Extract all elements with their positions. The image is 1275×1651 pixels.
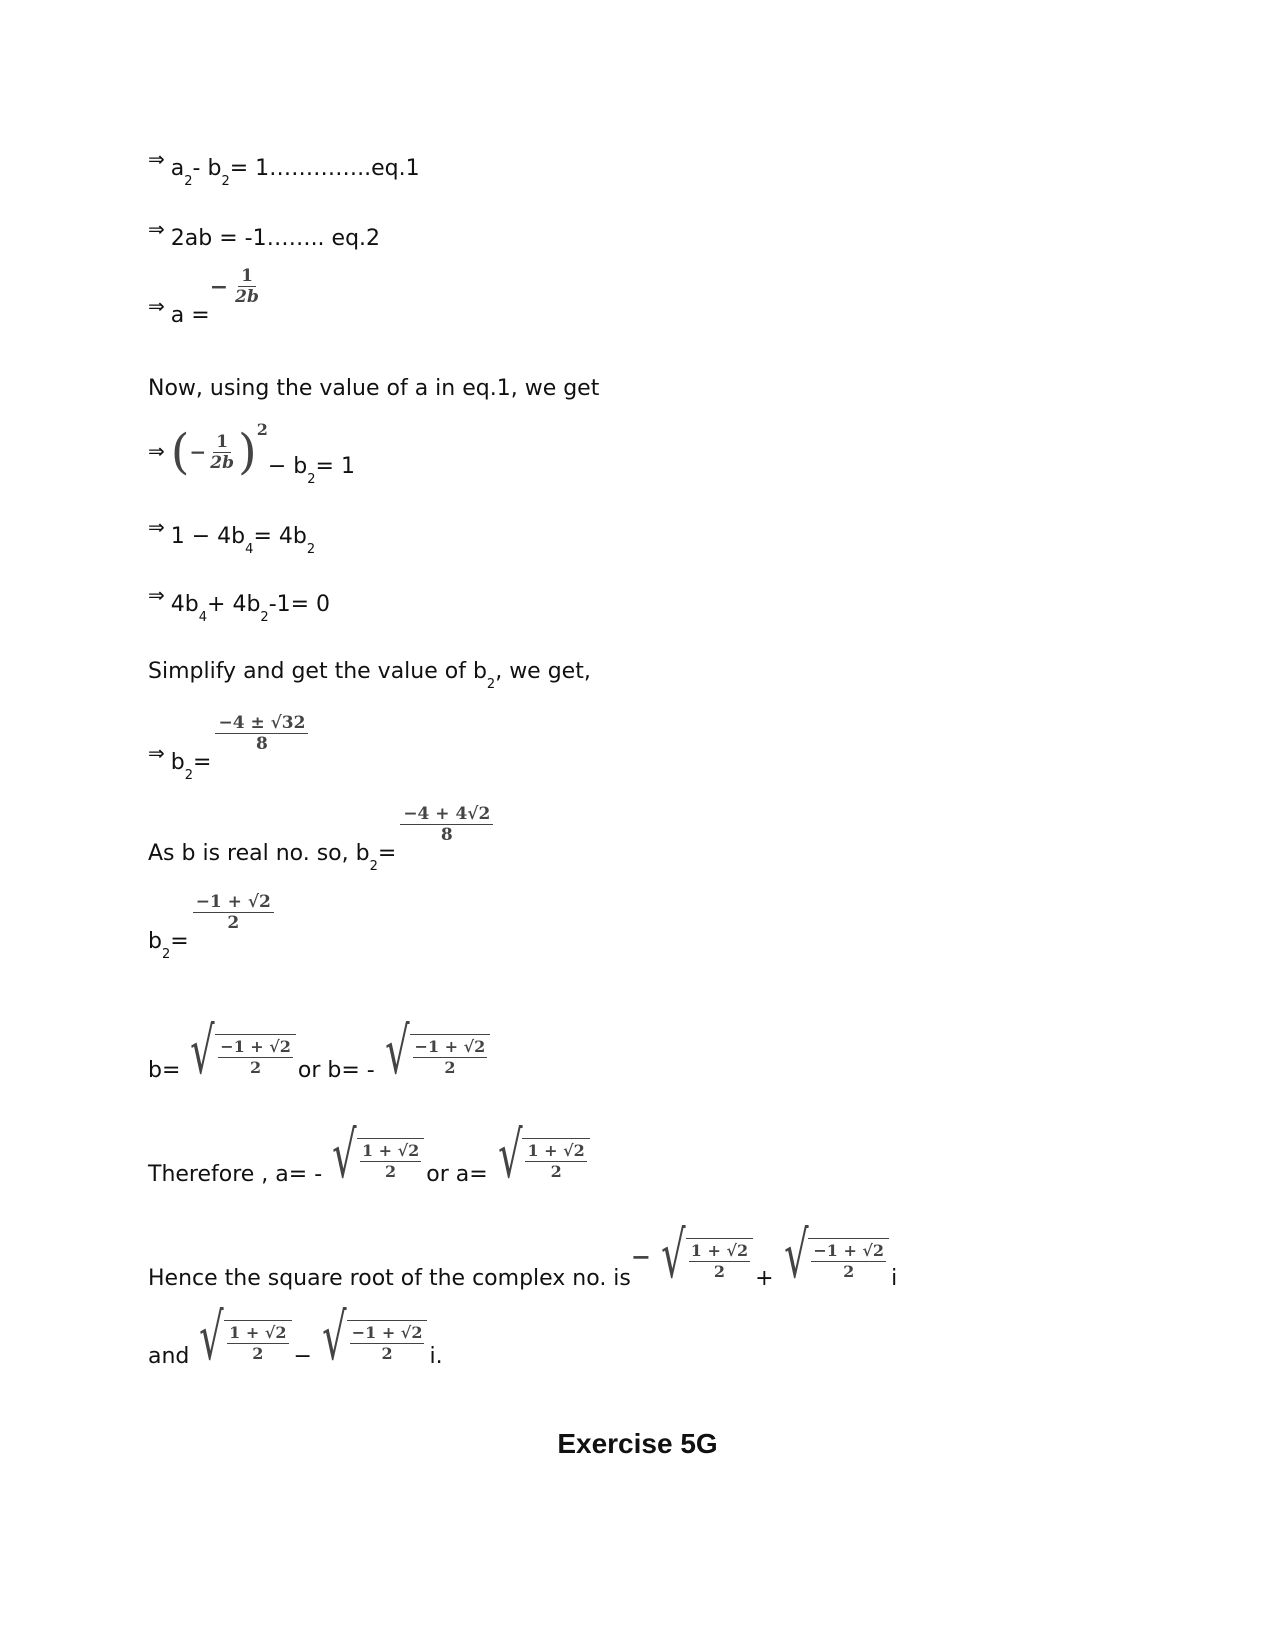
fraction bbox=[232, 266, 262, 307]
denominator: 8 bbox=[440, 825, 453, 845]
text: - b bbox=[192, 156, 222, 181]
square-root bbox=[324, 1119, 424, 1193]
square-root bbox=[191, 1301, 291, 1375]
numerator: 1 + √2 bbox=[361, 1141, 420, 1160]
text: Now, using the value of a in eq.1, we get bbox=[148, 376, 600, 401]
square-root bbox=[377, 1015, 491, 1089]
a-value-line bbox=[148, 266, 266, 329]
b-squared-real: As b is real no. so, b 2 = $\frac{-4 + 4√2}{8}$ bbox=[148, 826, 497, 867]
text: As b is real no. so, b bbox=[148, 841, 370, 866]
implies-arrow: ⇒ bbox=[148, 439, 165, 463]
numerator: −4 ± √32 bbox=[215, 713, 308, 734]
text: = bbox=[193, 750, 212, 775]
radical-sign: √ bbox=[497, 1119, 523, 1193]
text: = bbox=[377, 841, 397, 866]
denominator: 2 bbox=[713, 1262, 726, 1281]
implies-arrow: ⇒ bbox=[148, 741, 165, 765]
text: 4b bbox=[170, 592, 199, 617]
fraction bbox=[215, 713, 308, 754]
numerator: −1 + √2 bbox=[193, 892, 274, 913]
explanation-text: Simplify and get the value of b 2 , we get, bbox=[148, 659, 591, 692]
denominator: 2 bbox=[249, 1058, 262, 1077]
denominator: 2 bbox=[444, 1058, 456, 1077]
numerator: −4 + 4√2 bbox=[400, 804, 493, 825]
equation-line-6: ⇒ 1 − 4b 4 = 4b 2 bbox=[148, 515, 316, 557]
radical-sign: √ bbox=[199, 1301, 225, 1375]
text: -1= 0 bbox=[268, 592, 331, 617]
numerator: 1 + √2 bbox=[690, 1241, 749, 1260]
fraction bbox=[207, 432, 237, 473]
text: Hence the square root of the complex no. is bbox=[148, 1266, 631, 1291]
substitution-line: ⇒ ( − $\frac{1}{2b}$ ) 2 − b 2 = 1 bbox=[148, 432, 355, 480]
radical-sign: √ bbox=[384, 1015, 410, 1089]
denominator: 2 bbox=[550, 1162, 562, 1181]
text: and bbox=[148, 1344, 190, 1369]
section-heading: Exercise 5G bbox=[557, 1428, 718, 1459]
radical-sign: √ bbox=[783, 1219, 809, 1293]
denominator: 2 bbox=[227, 913, 240, 933]
numerator: 1 + √2 bbox=[229, 1323, 287, 1342]
numerator: 1 bbox=[213, 432, 231, 453]
denominator: 2 bbox=[385, 1162, 397, 1181]
numerator: −1 + √2 bbox=[351, 1323, 423, 1342]
numerator: −1 + √2 bbox=[414, 1037, 486, 1056]
equation-1: ⇒ a 2 - b 2 = 1…………..eq.1 bbox=[148, 147, 420, 189]
text: − bbox=[293, 1344, 312, 1369]
text: a = bbox=[170, 303, 210, 328]
b-squared-quadratic: ⇒ b 2 = $\frac{-4 \pm √32}{8}$ bbox=[148, 735, 312, 776]
denominator: 8 bbox=[256, 734, 268, 754]
text: b= bbox=[148, 1058, 181, 1083]
numerator: 1 + √2 bbox=[527, 1141, 585, 1160]
numerator: 1 bbox=[238, 266, 256, 287]
minus-sign: − bbox=[630, 1242, 651, 1271]
radical-sign: √ bbox=[322, 1301, 347, 1375]
text: + 4b bbox=[207, 592, 261, 617]
text: or b= - bbox=[297, 1058, 375, 1083]
text: b bbox=[148, 929, 162, 954]
denominator: 2 bbox=[843, 1262, 855, 1281]
text: b bbox=[170, 750, 185, 775]
exponent: 2 bbox=[256, 420, 268, 439]
explanation-text bbox=[148, 376, 599, 402]
imaginary-unit: i. bbox=[429, 1344, 443, 1369]
fraction-expression bbox=[210, 266, 266, 307]
square-root bbox=[182, 1015, 296, 1089]
text: = 4b bbox=[253, 524, 307, 549]
radical-sign: √ bbox=[332, 1119, 357, 1193]
implies-arrow: ⇒ bbox=[148, 515, 165, 539]
left-paren: ( bbox=[170, 424, 190, 480]
numerator: −1 + √2 bbox=[220, 1037, 291, 1056]
text: a bbox=[170, 156, 185, 181]
b-values bbox=[148, 1015, 492, 1089]
square-root-result-2 bbox=[148, 1301, 443, 1375]
text: or a= bbox=[426, 1162, 488, 1187]
equation-2 bbox=[148, 217, 381, 252]
text: = 1 bbox=[315, 454, 355, 479]
square-root bbox=[776, 1219, 890, 1293]
denominator: 2b bbox=[235, 287, 259, 307]
fraction bbox=[193, 892, 274, 933]
implies-arrow: ⇒ bbox=[148, 294, 165, 318]
text: − b bbox=[267, 454, 308, 479]
text: = 1…………..eq.1 bbox=[229, 156, 420, 181]
a-values bbox=[148, 1119, 592, 1193]
imaginary-unit: i bbox=[891, 1266, 898, 1291]
text: = bbox=[170, 929, 189, 954]
minus-sign: − bbox=[209, 273, 229, 300]
equation-line-7: ⇒ 4b 4 + 4b 2 -1= 0 bbox=[148, 583, 331, 625]
right-paren: ) bbox=[237, 424, 257, 480]
b-squared-simplified: b 2 = $\frac{-1 + √2}{2}$ bbox=[148, 914, 278, 955]
fraction bbox=[400, 804, 493, 845]
denominator: 2 bbox=[252, 1344, 264, 1363]
text: Therefore , a= - bbox=[148, 1162, 323, 1187]
text: + bbox=[755, 1266, 774, 1291]
parenthesized-fraction bbox=[170, 420, 268, 480]
text: , we get, bbox=[495, 659, 591, 684]
square-root-result-1 bbox=[148, 1219, 898, 1293]
denominator: 2b bbox=[210, 452, 234, 473]
implies-arrow: ⇒ bbox=[148, 583, 165, 607]
radical-sign: √ bbox=[190, 1015, 216, 1089]
square-root bbox=[490, 1119, 590, 1193]
text: 2ab = -1…….. eq.2 bbox=[170, 226, 381, 251]
radical-sign: √ bbox=[661, 1219, 686, 1293]
minus-sign: − bbox=[189, 440, 207, 464]
text: 1 − 4b bbox=[170, 524, 246, 549]
square-root bbox=[314, 1301, 428, 1375]
implies-arrow: ⇒ bbox=[148, 147, 165, 171]
square-root bbox=[653, 1219, 753, 1293]
text: Simplify and get the value of b bbox=[148, 659, 487, 684]
implies-arrow: ⇒ bbox=[148, 217, 165, 241]
numerator: −1 + √2 bbox=[813, 1241, 885, 1260]
denominator: 2 bbox=[381, 1344, 393, 1363]
